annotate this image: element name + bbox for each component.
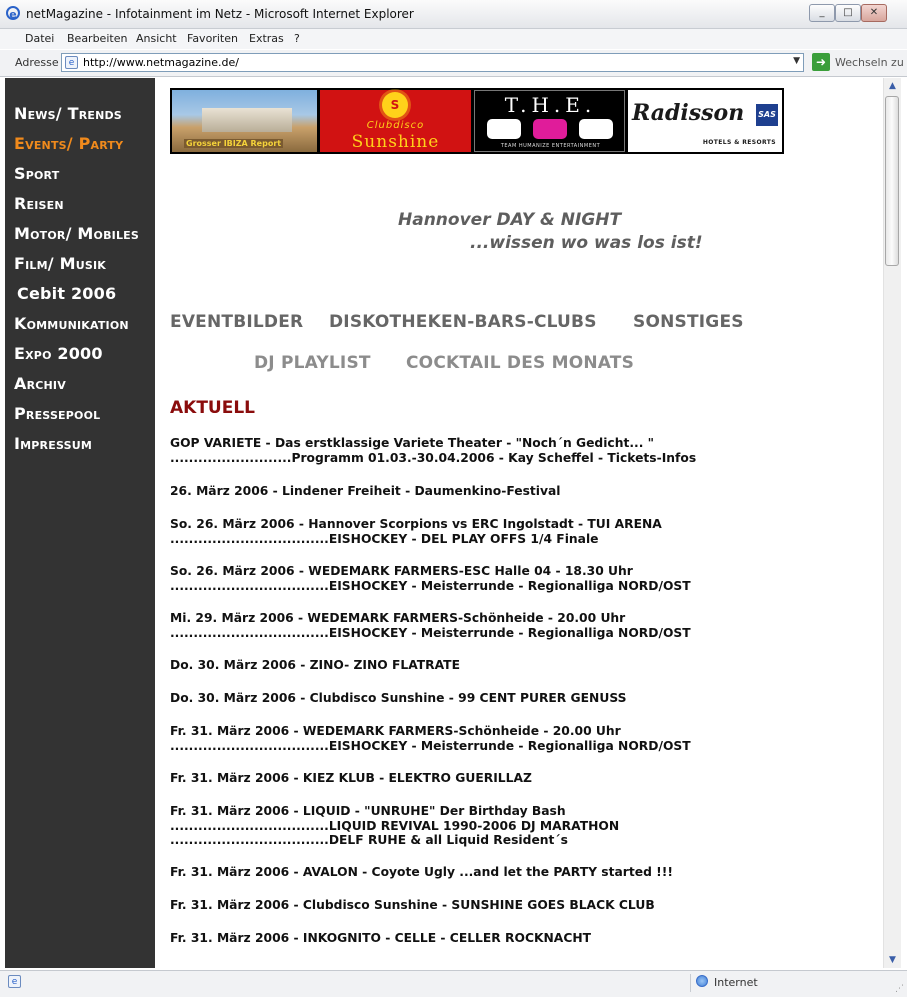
nav-impressum[interactable]: Impressum (14, 434, 92, 453)
nav-cebit-2006[interactable]: Cebit 2006 (17, 284, 117, 303)
menu-favoriten[interactable]: Favoriten (187, 32, 238, 45)
the-block-icon (533, 119, 567, 139)
menu-ansicht[interactable]: Ansicht (136, 32, 177, 45)
address-input[interactable] (61, 53, 804, 72)
sas-logo: SAS (756, 104, 778, 126)
banner-sunshine[interactable] (320, 90, 471, 152)
radisson-title: Radisson (632, 100, 745, 126)
page-icon: e (65, 56, 78, 69)
address-url[interactable]: http://www.netmagazine.de/ (83, 56, 239, 69)
event-item[interactable]: So. 26. März 2006 - WEDEMARK FARMERS-ESC Halle 04 - 18.30 Uhr ..................................EISHOCKEY - Meisterrunde - Regionalliga NORD/OST (170, 564, 691, 593)
sunshine-title: Sunshine (351, 132, 440, 152)
menu-help[interactable]: ? (294, 32, 300, 45)
banner-the[interactable] (474, 90, 625, 152)
status-bar (0, 970, 907, 997)
page-viewport (2, 78, 882, 968)
event-item[interactable]: So. 26. März 2006 - Hannover Scorpions vs ERC Ingolstadt - TUI ARENA ..................................EISHOCKEY - DEL PLAY OFFS 1/4 Finale (170, 517, 662, 546)
link-dj-playlist[interactable]: DJ PLAYLIST (254, 353, 371, 373)
sidebar-nav (5, 78, 155, 968)
close-button[interactable]: ✕ (861, 4, 887, 22)
the-block-icon (579, 119, 613, 139)
slogan-line-1: Hannover DAY & NIGHT (398, 210, 622, 230)
nav-motor-mobiles[interactable]: Motor/ Mobiles (14, 224, 140, 243)
ibiza-town-image (202, 108, 292, 132)
event-item[interactable]: Do. 30. März 2006 - Clubdisco Sunshine - 99 CENT PURER GENUSS (170, 691, 627, 705)
nav-events-party[interactable]: Events/ Party (14, 134, 124, 153)
scroll-down-icon[interactable]: ▼ (889, 955, 896, 965)
scroll-thumb[interactable] (885, 96, 899, 266)
link-diskotheken[interactable]: DISKOTHEKEN-BARS-CLUBS (329, 312, 597, 332)
link-sonstiges[interactable]: SONSTIGES (633, 312, 744, 332)
event-item[interactable]: Fr. 31. März 2006 - KIEZ KLUB - ELEKTRO GUERILLAZ (170, 771, 532, 785)
link-eventbilder[interactable]: EVENTBILDER (170, 312, 304, 332)
menu-bar (0, 29, 907, 49)
sunshine-subtitle: Clubdisco (366, 120, 425, 131)
internet-zone-icon (696, 975, 708, 987)
event-item[interactable]: Fr. 31. März 2006 - AVALON - Coyote Ugly ...and let the PARTY started !!! (170, 865, 673, 879)
resize-grip-icon[interactable]: ⋰ (895, 984, 904, 994)
the-subtitle: TEAM HUMANIZE ENTERTAINMENT (500, 143, 601, 149)
event-item[interactable]: Fr. 31. März 2006 - LIQUID - "UNRUHE" Der Birthday Bash ..................................LIQUID REVIVAL 1990-2006 DJ MARATHON ..................................DELF RUHE & all Liquid Resident´s (170, 804, 620, 847)
maximize-button[interactable]: □ (835, 4, 861, 22)
event-item[interactable]: Mi. 29. März 2006 - WEDEMARK FARMERS-Schönheide - 20.00 Uhr ..................................EISHOCKEY - Meisterrunde - Regionalliga NORD/OST (170, 611, 691, 640)
ibiza-caption: Grosser IBIZA Report (186, 139, 282, 148)
the-block-icon (487, 119, 521, 139)
event-item[interactable]: Do. 30. März 2006 - ZINO- ZINO FLATRATE (170, 658, 460, 672)
nav-news-trends[interactable]: News/ Trends (14, 104, 122, 123)
go-button[interactable]: Wechseln zu (835, 56, 904, 69)
ie-logo-icon: e (6, 6, 20, 20)
section-heading-aktuell: AKTUELL (170, 398, 256, 418)
event-item[interactable]: Fr. 31. März 2006 - Clubdisco Sunshine - SUNSHINE GOES BLACK CLUB (170, 898, 655, 912)
nav-expo-2000[interactable]: Expo 2000 (14, 344, 103, 363)
sun-icon: S (382, 92, 408, 118)
menu-extras[interactable]: Extras (249, 32, 284, 45)
link-cocktail[interactable]: COCKTAIL DES MONATS (406, 353, 635, 373)
menu-datei[interactable]: Datei (25, 32, 55, 45)
radisson-subtitle: HOTELS & RESORTS (702, 139, 776, 146)
banner-ibiza[interactable] (172, 90, 317, 152)
banner-strip (170, 88, 784, 154)
page-status-icon: e (8, 975, 21, 988)
security-zone: Internet (714, 976, 758, 989)
event-item[interactable]: Fr. 31. März 2006 - INKOGNITO - CELLE - CELLER ROCKNACHT (170, 931, 592, 945)
event-item[interactable]: Fr. 31. März 2006 - WEDEMARK FARMERS-Schönheide - 20.00 Uhr ..................................EISHOCKEY - Meisterrunde - Regionalliga NORD/OST (170, 724, 691, 753)
status-divider (690, 974, 691, 992)
address-label: Adresse (15, 56, 59, 69)
nav-reisen[interactable]: Reisen (14, 194, 64, 213)
window-title: netMagazine - Infotainment im Netz - Microsoft Internet Explorer (26, 7, 414, 21)
menu-bearbeiten[interactable]: Bearbeiten (67, 32, 128, 45)
slogan-line-2: ...wissen wo was los ist! (470, 233, 703, 253)
nav-pressepool[interactable]: Pressepool (14, 404, 101, 423)
vertical-scrollbar[interactable] (883, 78, 901, 968)
nav-film-musik[interactable]: Film/ Musik (14, 254, 106, 273)
scroll-up-icon[interactable]: ▲ (889, 81, 896, 91)
go-arrow-icon[interactable]: ➜ (812, 53, 830, 71)
banner-radisson[interactable] (628, 90, 782, 152)
nav-kommunikation[interactable]: Kommunikation (14, 314, 129, 333)
event-item[interactable]: GOP VARIETE - Das erstklassige Variete Theater - "Noch´n Gedicht... " ..........................Programm 01.03.-30.04.2006 - Kay Scheffel - Tickets-Infos (170, 436, 697, 465)
minimize-button[interactable]: _ (809, 4, 835, 22)
event-item[interactable]: 26. März 2006 - Lindener Freiheit - Daumenkino-Festival (170, 484, 561, 498)
nav-archiv[interactable]: Archiv (14, 374, 66, 393)
address-bar (0, 50, 907, 77)
nav-sport[interactable]: Sport (14, 164, 60, 183)
chevron-down-icon[interactable]: ▼ (793, 56, 800, 66)
the-title: T.H.E. (504, 93, 597, 117)
window-title-bar (0, 0, 907, 29)
